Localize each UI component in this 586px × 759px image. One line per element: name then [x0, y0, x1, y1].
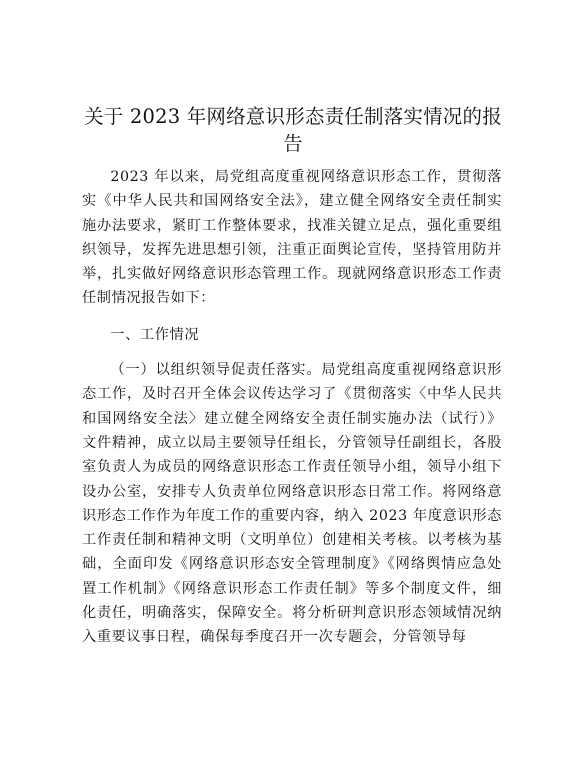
document-body [82, 165, 502, 650]
intro-paragraph: 2023 年以来，局党组高度重视网络意识形态工作，贯彻落实《中华人民共和国网络安全法》，建立健全网络安全责任制实施办法要求，紧盯工作整体要求，找准关键立足点，强化重要组织领导，发挥先进思想引领，注重正面舆论宣传，坚持管用防并举，扎实做好网络意识形态管理工作。现就网络意识形态工作责任制情况报告如下： [82, 169, 502, 307]
section-paragraph: （一）以组织领导促责任落实。局党组高度重视网络意识形态工作，及时召开全体会议传达学习了《贯彻落实〈中华人民共和国网络安全法〉建立健全网络安全责任制实施办法（试行）》文件精神，成立以局主要领导任组长，分管领导任副组长，各股室负责人为成员的网络意识形态工作责任领导小组，领导小组下设办公室，安排专人负责单位网络意识形态日常工作。将网络意识形态工作作为年度工作的重要内容，纳入 2023 年度意识形态工作责任制和精神文明（文明单位）创建相关考核。以考核为基础，全面印发《网络意识形态安全管理制度》《网络舆情应急处置工作机制》《网络意识形态工作责任制》等多个制度文件，细化责任，明确落实，保障安全。将分析研判意识形态领域情况纳入重要议事日程，确保每季度召开一次专题会，分管领导每 [82, 362, 502, 646]
document-title: 关于 2023 年网络意识形态责任制落实情况的报告 [84, 105, 502, 155]
section-heading: 一、工作情况 [110, 326, 200, 343]
